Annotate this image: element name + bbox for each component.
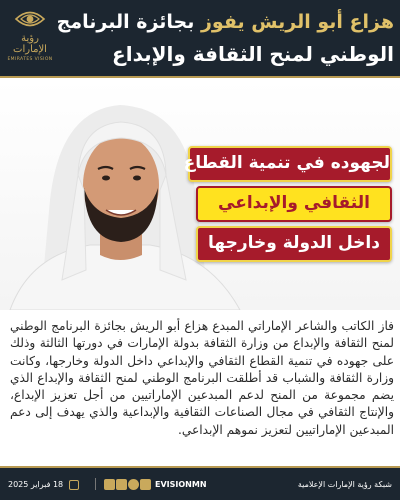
calendar-icon [69,480,79,490]
header-bar [0,0,400,78]
banner-line-2: الثقافي والإبداعي [196,186,392,222]
youtube-icon[interactable] [140,479,151,490]
eye-logo-icon [14,8,46,30]
banner-line-1: لجهوده في تنمية القطاع [188,146,392,182]
brand-name-en: EMIRATES VISION [7,57,53,62]
footer-divider [95,478,96,490]
footer-date-text: 18 فبراير 2025 [8,480,64,489]
brand-name-ar: رؤية الإمارات [13,33,47,55]
headline-line-1 [56,6,394,38]
facebook-icon[interactable] [128,479,139,490]
social-icons [95,478,96,492]
x-icon[interactable] [116,479,127,490]
banner-line-3: داخل الدولة وخارجها [196,226,392,262]
headline-highlight: هزاع أبو الريش يفوز [200,11,394,33]
footer-handle[interactable]: EVISIONMN [155,480,207,489]
instagram-icon[interactable] [104,479,115,490]
headline-line-2: الوطني لمنح الثقافة والإبداع [112,42,394,66]
headline-line-1-rest: بجائزة البرنامج [56,11,201,33]
footer-organization: شبكة رؤية الإمارات الإعلامية [297,480,392,489]
brand-logo [6,6,54,70]
footer-bar [0,466,400,500]
social-icon-group [104,477,152,493]
headline [56,6,394,70]
footer-date [8,477,79,493]
article-body: فاز الكاتب والشاعر الإماراتي المبدع هزاع أبو الريش بجائزة البرنامج الوطني لمنح الثقافة والإبداع من وزارة الثقافة بدولة الإمارات في دورتها الثالثة وذلك على جهوده في تنمية القطاع الثقافي والإبداعي داخل الدولة وخارجها، وكانت وزارة الثقافة والشباب قد أطلقت البرنامج الوطني لمنح الثقافة والإبداع الذي يضم مجموعة من المنح لدعم المبدعين الإماراتيين من أجل تعزيز الإبداع، والإنتاج الثقافي في مجال الصناعات الثقافية والإبداعية والذي يهدف إلى دعم المبدعين الإماراتيين لتعزيز نموهم الإبداعي. [10,319,394,437]
